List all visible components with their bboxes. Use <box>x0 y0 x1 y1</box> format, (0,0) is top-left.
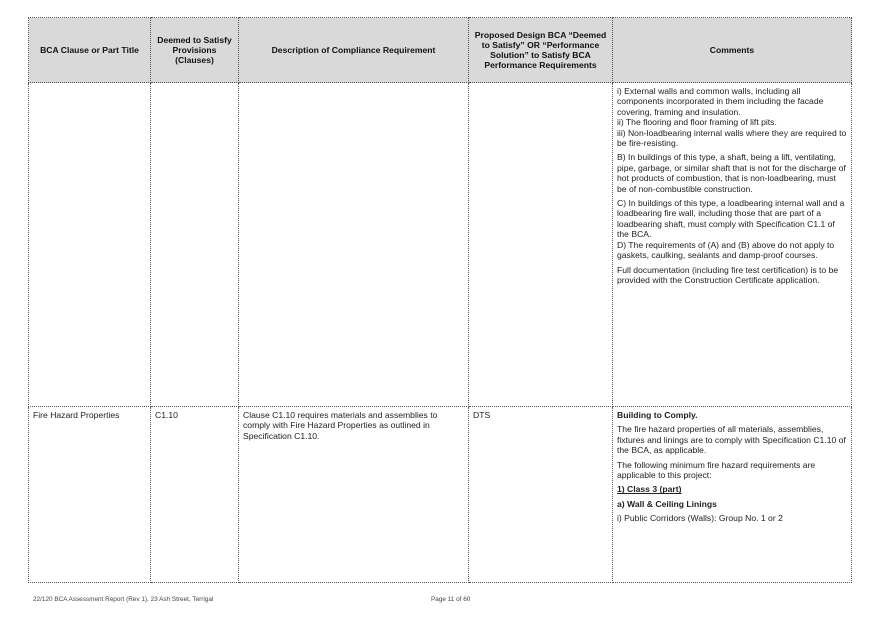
cell-clause: C1.10 <box>151 407 239 583</box>
comment-documentation: Full documentation (including fire test certification) is to be provided with the Construction Certificate application. <box>617 264 839 285</box>
cell-description: Clause C1.10 requires materials and assemblies to comply with Fire Hazard Properties as outlined in Specification C1.10. <box>239 407 469 583</box>
table-row-continued <box>29 83 852 407</box>
comment-fire-properties: The fire hazard properties of all materials, assemblies, fixtures and linings are to comply with Specification C1.10 of the BCA, as applicable. <box>617 424 846 456</box>
cell-comments-continued <box>613 83 852 407</box>
footer-report-title: 22/120 BCA Assessment Report (Rev 1), 23 Ash Street, Terrigal <box>33 596 214 603</box>
page <box>28 17 851 583</box>
header-clause-title: BCA Clause or Part Title <box>29 18 151 83</box>
cell-clause-empty <box>151 83 239 407</box>
comment-heading: Building to Comply. <box>617 410 698 420</box>
comment-sub-heading: a) Wall & Ceiling Linings <box>617 498 717 509</box>
comment-minimum-requirements: The following minimum fire hazard requirements are applicable to this project: <box>617 459 816 481</box>
comment-internal-walls: iii) Non-loadbearing internal walls where they are required to be fire-resisting. <box>617 127 847 149</box>
header-dts-provisions: Deemed to Satisfy Provisions (Clauses) <box>151 18 239 83</box>
cell-proposed: DTS <box>469 407 613 583</box>
comment-lift-pits: ii) The flooring and floor framing of lift pits. <box>617 117 777 128</box>
cell-description-empty <box>239 83 469 407</box>
bca-compliance-table <box>28 17 852 583</box>
cell-proposed-empty <box>469 83 613 407</box>
comment-exemptions: D) The requirements of (A) and (B) above do not apply to gaskets, caulking, sealants and damp-proof courses. <box>617 239 835 261</box>
comment-class-heading: 1) Class 3 (part) <box>617 484 682 495</box>
header-row <box>29 18 852 83</box>
page-footer <box>33 596 833 608</box>
cell-title-empty <box>29 83 151 407</box>
header-proposed-design: Proposed Design BCA “Deemed to Satisfy” OR “Performance Solution” to Satisfy BCA Performance Requirements <box>469 18 613 83</box>
comment-loadbearing-walls: C) In buildings of this type, a loadbearing internal wall and a loadbearing fire wall, including those that are part of a loadbearing shaft, must comply with Specification C1.1 of the BCA. <box>617 198 845 240</box>
footer-page-number: Page 11 of 60 <box>431 596 471 603</box>
header-description: Description of Compliance Requirement <box>239 18 469 83</box>
comment-public-corridors: i) Public Corridors (Walls): Group No. 1 or 2 <box>617 513 783 524</box>
comment-external-walls: i) External walls and common walls, including all components incorporated in them including the facade covering, framing and insulation. <box>617 86 824 117</box>
table-row-fire-hazard <box>29 407 852 583</box>
comment-shaft: B) In buildings of this type, a shaft, being a lift, ventilating, pipe, garbage, or similar shaft that is not for the discharge of hot products of combustion, that is non-loadbearing, must be of non-combustible construction. <box>617 152 846 194</box>
cell-comments <box>613 407 852 583</box>
cell-title: Fire Hazard Properties <box>29 407 151 583</box>
header-comments: Comments <box>613 18 852 83</box>
